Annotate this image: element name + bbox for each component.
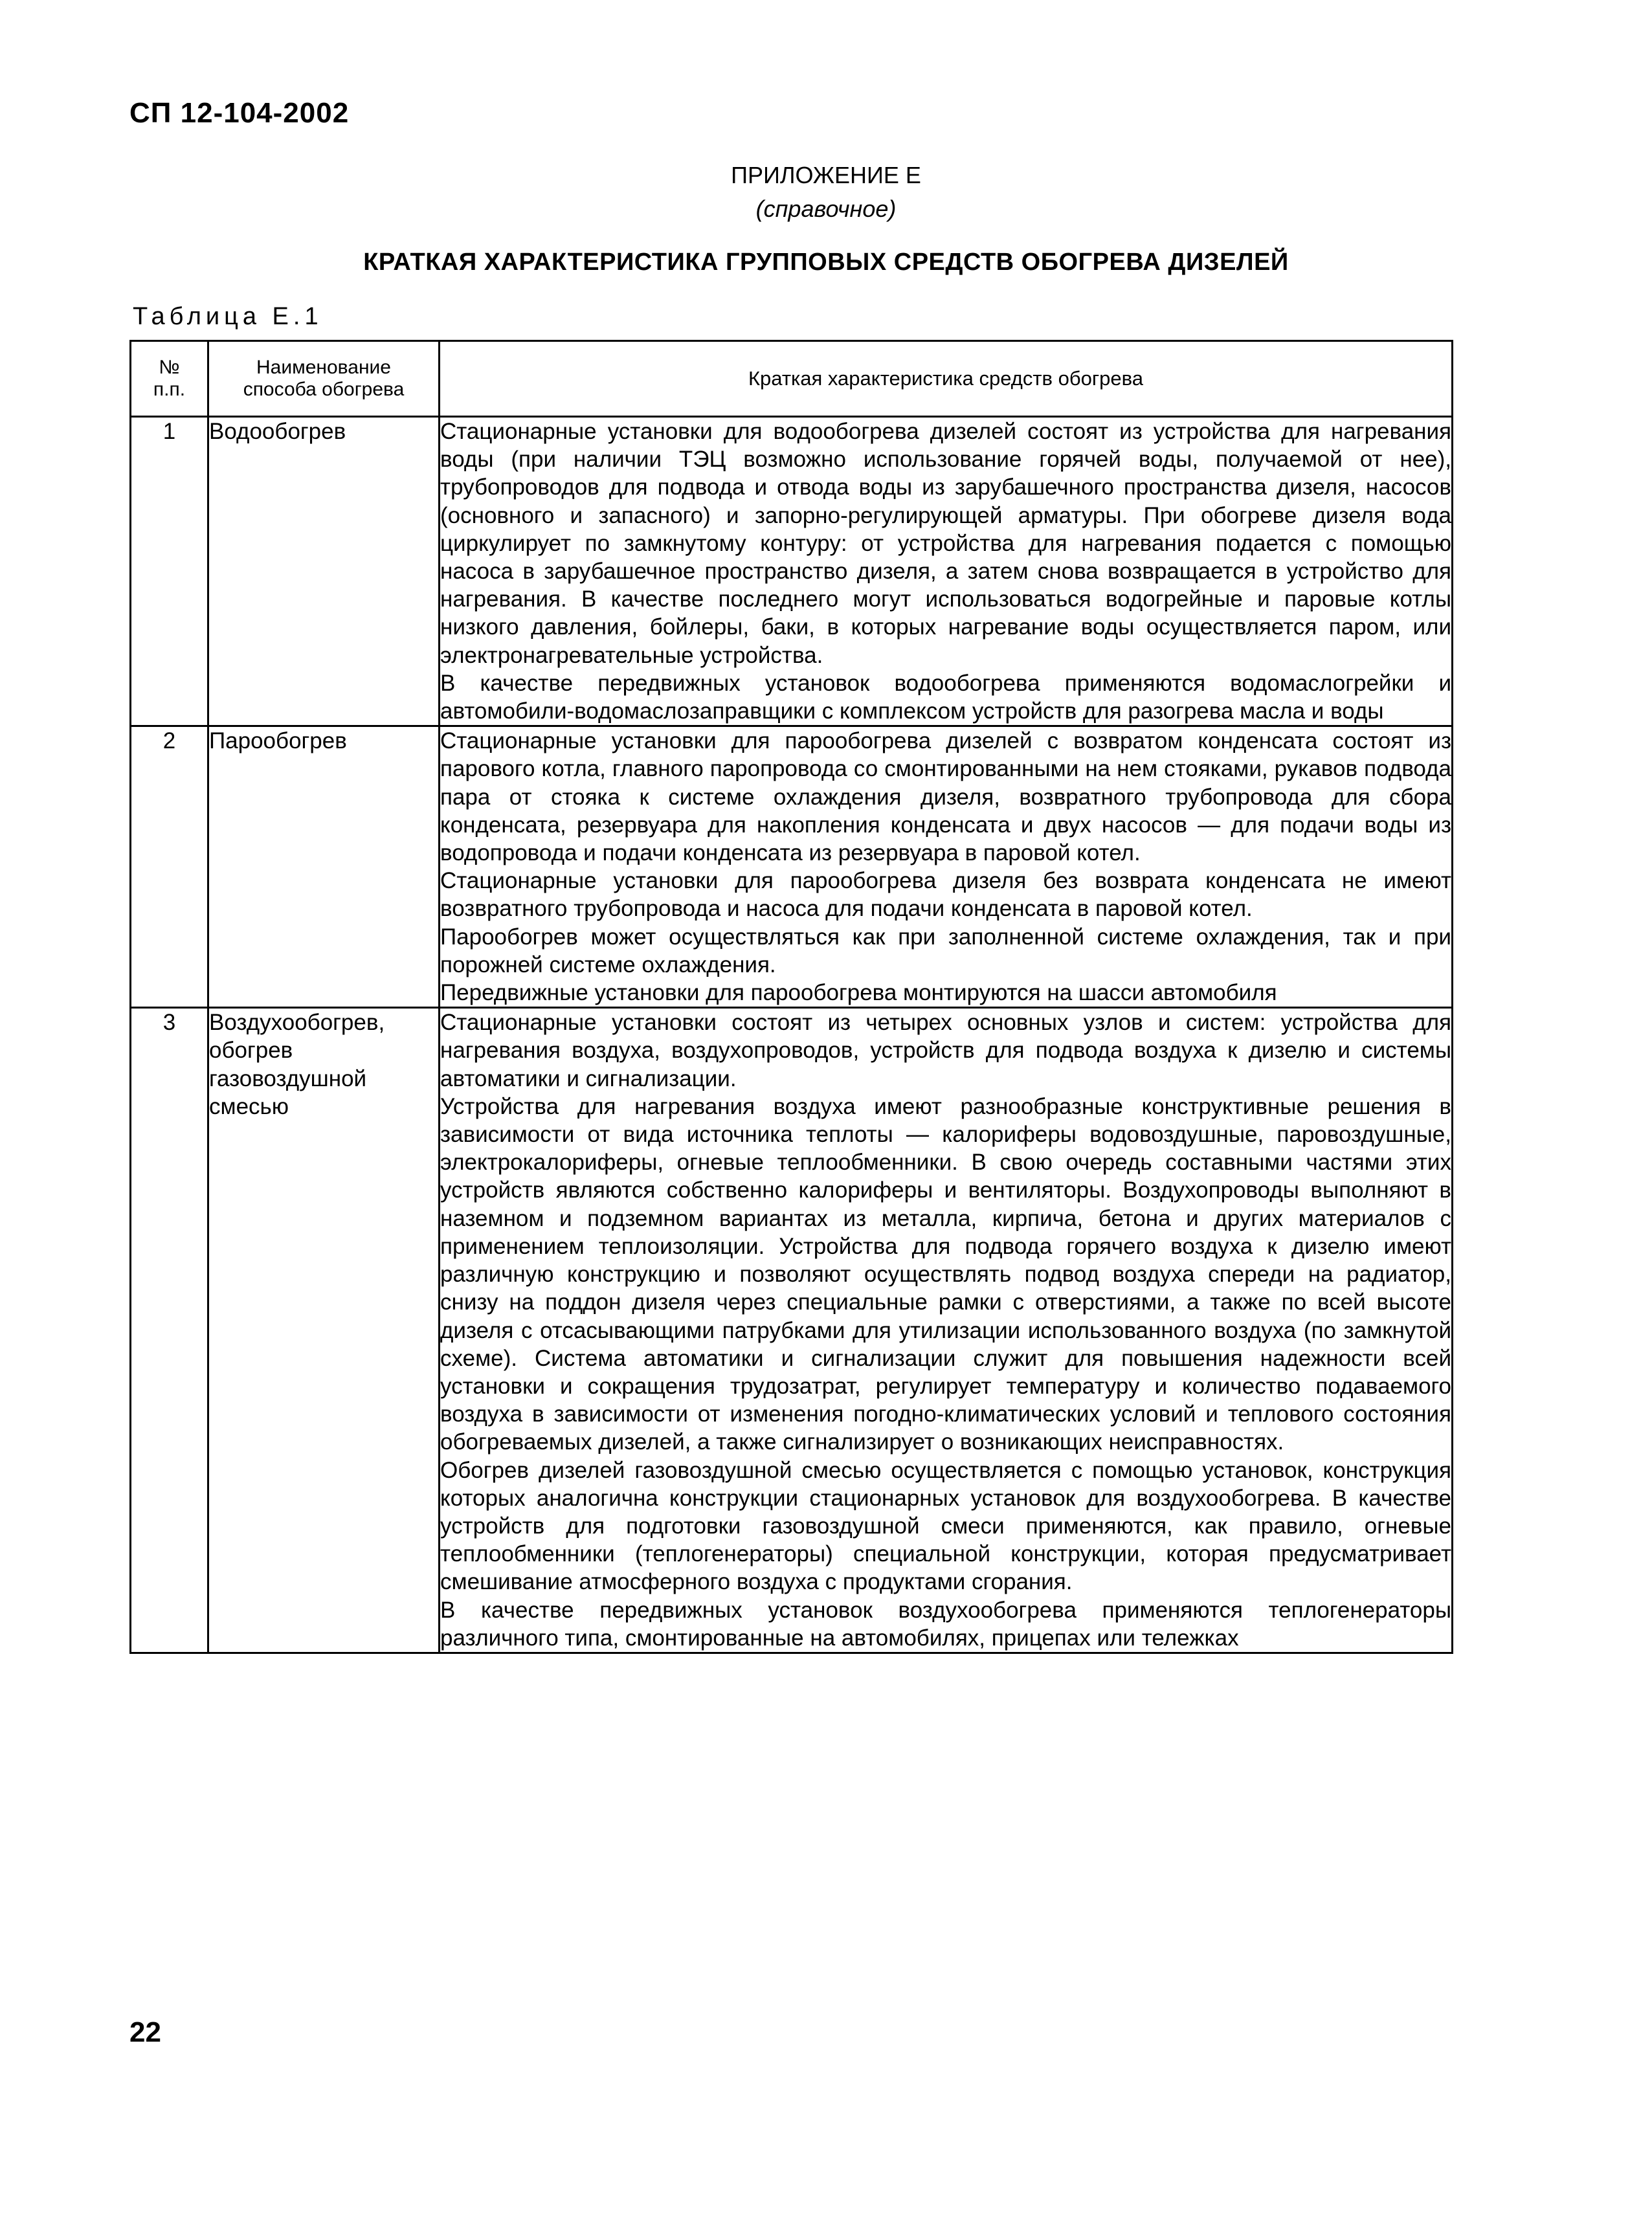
table-row xyxy=(131,417,1453,726)
table-row xyxy=(131,1008,1453,1653)
row-method: Водообогрев xyxy=(208,417,440,726)
header-number xyxy=(131,341,208,417)
row-number: 1 xyxy=(131,417,208,726)
description-paragraph: Устройства для нагревания воздуха имеют разнообразные конструктивные решения в зависимости от вида источника теплоты — калориферы водовоздушные, паровоздушные, электрокалориферы, огневые теплообменники. В свою очередь составными частями этих устройств являются собственно калориферы и вентиляторы. Воздухопроводы выполняют в наземном и подземном вариантах из металла, кирпича, бетона и других материалов с применением теплоизоляции. Устройства для подвода горячего воздуха к дизелю имеют различную конструкцию и позволяют осуществлять подвод воздуха спереди на радиатор, снизу на поддон дизеля через специальные рамки с отверстиями, а также по всей высоте дизеля с отсасывающими патрубками для утилизации использованного воздуха (по замкнутой схеме). Система автоматики и сигнализации служит для повышения надежности всей установки и сокращения трудозатрат, регулирует температуру и количество подаваемого воздуха в зависимости от изменения погодно-климатических условий и теплового состояния обогреваемых дизелей, а также сигнализирует о возникающих неисправностях. xyxy=(440,1093,1451,1455)
description-paragraph: Обогрев дизелей газовоздушной смесью осуществляется с помощью установок, конструкция которых аналогична конструкции стационарных установок для воздухообогрева. В качестве устройств для подготовки газовоздушной смеси применяются, как правило, огневые теплообменники (теплогенераторы) специальной конструкции, которая предусматривает смешивание атмосферного воздуха с продуктами сгорания. xyxy=(440,1457,1451,1595)
table-header-row xyxy=(131,341,1453,417)
row-description xyxy=(440,1008,1453,1653)
document-code: СП 12-104-2002 xyxy=(129,97,350,129)
header-number-line2: п.п. xyxy=(153,379,186,400)
row-method: Воздухообогрев, обогрев газовоздушной смесью xyxy=(208,1008,440,1653)
table-label: Таблица Е.1 xyxy=(133,303,323,330)
page-title: КРАТКАЯ ХАРАКТЕРИСТИКА ГРУППОВЫХ СРЕДСТВ ОБОГРЕВА ДИЗЕЛЕЙ xyxy=(363,249,1289,276)
row-description xyxy=(440,726,1453,1008)
appendix-heading: ПРИЛОЖЕНИЕ Е xyxy=(731,162,921,188)
appendix-type: (справочное) xyxy=(755,195,897,222)
row-number: 3 xyxy=(131,1008,208,1653)
description-paragraph: В качестве передвижных установок водообогрева применяются водомаслогрейки и автомобили-водомаслозаправщики с комплексом устройств для разогрева масла и воды xyxy=(440,670,1451,724)
table-row xyxy=(131,726,1453,1008)
description-paragraph: Стационарные установки для водообогрева дизелей состоят из устройства для нагревания воды (при наличии ТЭЦ возможно использование горячей воды, получаемой от нее), трубопроводов для подвода и отвода воды из зарубашечного пространства дизеля, насосов (основного и запасного) и запорно-регулирующей арматуры. При обогреве дизеля вода циркулирует по замкнутому контуру: от устройства для нагревания подается с помощью насоса в зарубашечное пространство дизеля, а затем снова возвращается в устройство для нагревания. В качестве последнего могут использоваться водогрейные и паровые котлы низкого давления, бойлеры, баки, в которых нагревание воды осуществляется паром, или электронагревательные устройства. xyxy=(440,419,1451,668)
page-number: 22 xyxy=(129,2016,161,2048)
header-method-line2: способа обогрева xyxy=(243,379,405,400)
description-paragraph: В качестве передвижных установок воздухообогрева применяются теплогенераторы различного типа, смонтированные на автомобилях, прицепах или тележках xyxy=(440,1597,1451,1651)
description-paragraph: Стационарные установки для парообогрева дизеля без возврата конденсата не имеют возвратного трубопровода и насоса для подачи конденсата в паровой котел. xyxy=(440,868,1451,922)
header-number-line1: № xyxy=(159,357,180,378)
row-number: 2 xyxy=(131,726,208,1008)
header-method xyxy=(208,341,440,417)
description-paragraph: Парообогрев может осуществляться как при заполненной системе охлаждения, так и при порожней системе охлаждения. xyxy=(440,924,1451,977)
header-description: Краткая характеристика средств обогрева xyxy=(440,341,1453,417)
row-method: Парообогрев xyxy=(208,726,440,1008)
description-paragraph: Стационарные установки состоят из четырех основных узлов и систем: устройства для нагревания воздуха, воздухопроводов, устройств для подвода воздуха к дизелю и системы автоматики и сигнализации. xyxy=(440,1010,1451,1091)
header-method-line1: Наименование xyxy=(256,357,391,378)
row-description xyxy=(440,417,1453,726)
heating-methods-table xyxy=(129,340,1453,1654)
description-paragraph: Стационарные установки для парообогрева дизелей с возвратом конденсата состоят из парового котла, главного паропровода со смонтированными на нем стояками, рукавов подвода пара от стояка к системе охлаждения дизеля, возвратного трубопровода для сбора конденсата, резервуара для накопления конденсата и двух насосов — для подачи воды из водопровода и подачи конденсата из резервуара в паровой котел. xyxy=(440,728,1451,866)
description-paragraph: Передвижные установки для парообогрева монтируются на шасси автомобиля xyxy=(440,980,1277,1006)
